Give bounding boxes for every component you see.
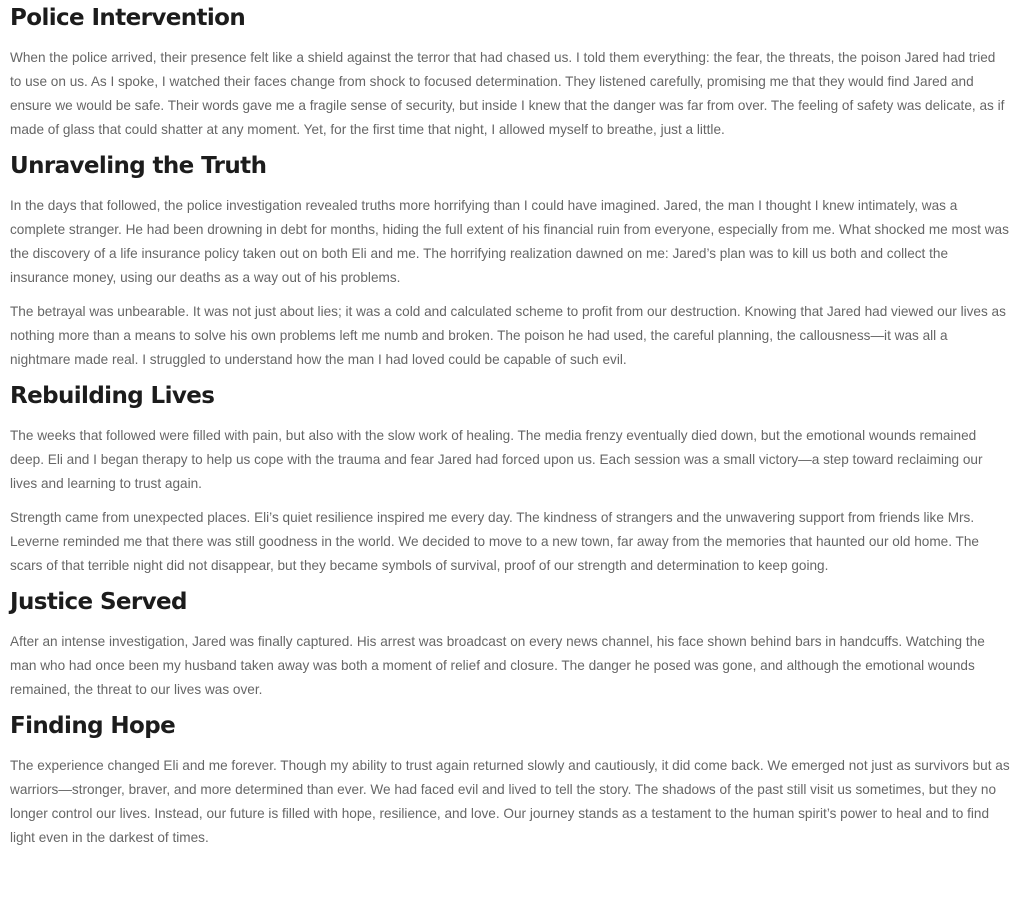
paragraph: Strength came from unexpected places. Eli’s quiet resilience inspired me every day. The kindness of strangers and the unwavering support from friends like Mrs. Leverne reminded me that there was still goodness in the world. We decided to move to a new town, far away from the memories that haunted our old home. The scars of that terrible night did not disappear, but they became symbols of survival, proof of our strength and determination to keep going. (10, 510, 979, 573)
paragraph: When the police arrived, their presence felt like a shield against the terror that had chased us. I told them everything: the fear, the threats, the poison Jared had tried to use on us. As I spoke, I watched their faces change from shock to focused determination. They listened carefully, promising me that they would find Jared and ensure we would be safe. Their words gave me a fragile sense of security, but inside I knew that the danger was far from over. The feeling of safety was delicate, as if made of glass that could shatter at any moment. Yet, for the first time that night, I allowed myself to breathe, just a little. (10, 50, 1005, 137)
section-heading: Unraveling the Truth (10, 153, 267, 179)
paragraph: The experience changed Eli and me forever. Though my ability to trust again returned slowly and cautiously, it did come back. We emerged not just as survivors but as warriors—stronger, braver, and more determined than ever. We had faced evil and lived to tell the story. The shadows of the past still visit us sometimes, but they no longer control our lives. Instead, our future is filled with hope, resilience, and love. Our journey stands as a testament to the human spirit’s power to heal and to find light even in the darkest of times. (10, 758, 1010, 845)
paragraph: The weeks that followed were filled with pain, but also with the slow work of healing. The media frenzy eventually died down, but the emotional wounds remained deep. Eli and I began therapy to help us cope with the trauma and fear Jared had forced upon us. Each session was a small victory—a step toward reclaiming our lives and learning to trust again. (10, 428, 983, 491)
section-heading: Police Intervention (10, 5, 246, 31)
paragraph: The betrayal was unbearable. It was not just about lies; it was a cold and calculated scheme to profit from our destruction. Knowing that Jared had viewed our lives as nothing more than a means to solve his own problems left me numb and broken. The poison he had used, the careful planning, the callousness—it was all a nightmare made real. I struggled to understand how the man I had loved could be capable of such evil. (10, 304, 1006, 367)
section-justice-served (10, 588, 1010, 702)
section-finding-hope (10, 712, 1010, 850)
section-heading: Justice Served (10, 589, 187, 615)
paragraph: In the days that followed, the police investigation revealed truths more horrifying than I could have imagined. Jared, the man I thought I knew intimately, was a complete stranger. He had been drowning in debt for months, hiding the full extent of his financial ruin from everyone, especially from me. What shocked me most was the discovery of a life insurance policy taken out on both Eli and me. The horrifying realization dawned on me: Jared’s plan was to kill us both and collect the insurance money, using our deaths as a way out of his problems. (10, 198, 1009, 285)
story-article (10, 0, 1010, 850)
section-unraveling-the-truth (10, 152, 1010, 372)
section-police-intervention (10, 0, 1010, 142)
paragraph: After an intense investigation, Jared was finally captured. His arrest was broadcast on every news channel, his face shown behind bars in handcuffs. Watching the man who had once been my husband taken away was both a moment of relief and closure. The danger he posed was gone, and although the emotional wounds remained, the threat to our lives was over. (10, 634, 985, 697)
section-heading: Finding Hope (10, 713, 176, 739)
section-heading: Rebuilding Lives (10, 383, 215, 409)
section-rebuilding-lives (10, 382, 1010, 578)
